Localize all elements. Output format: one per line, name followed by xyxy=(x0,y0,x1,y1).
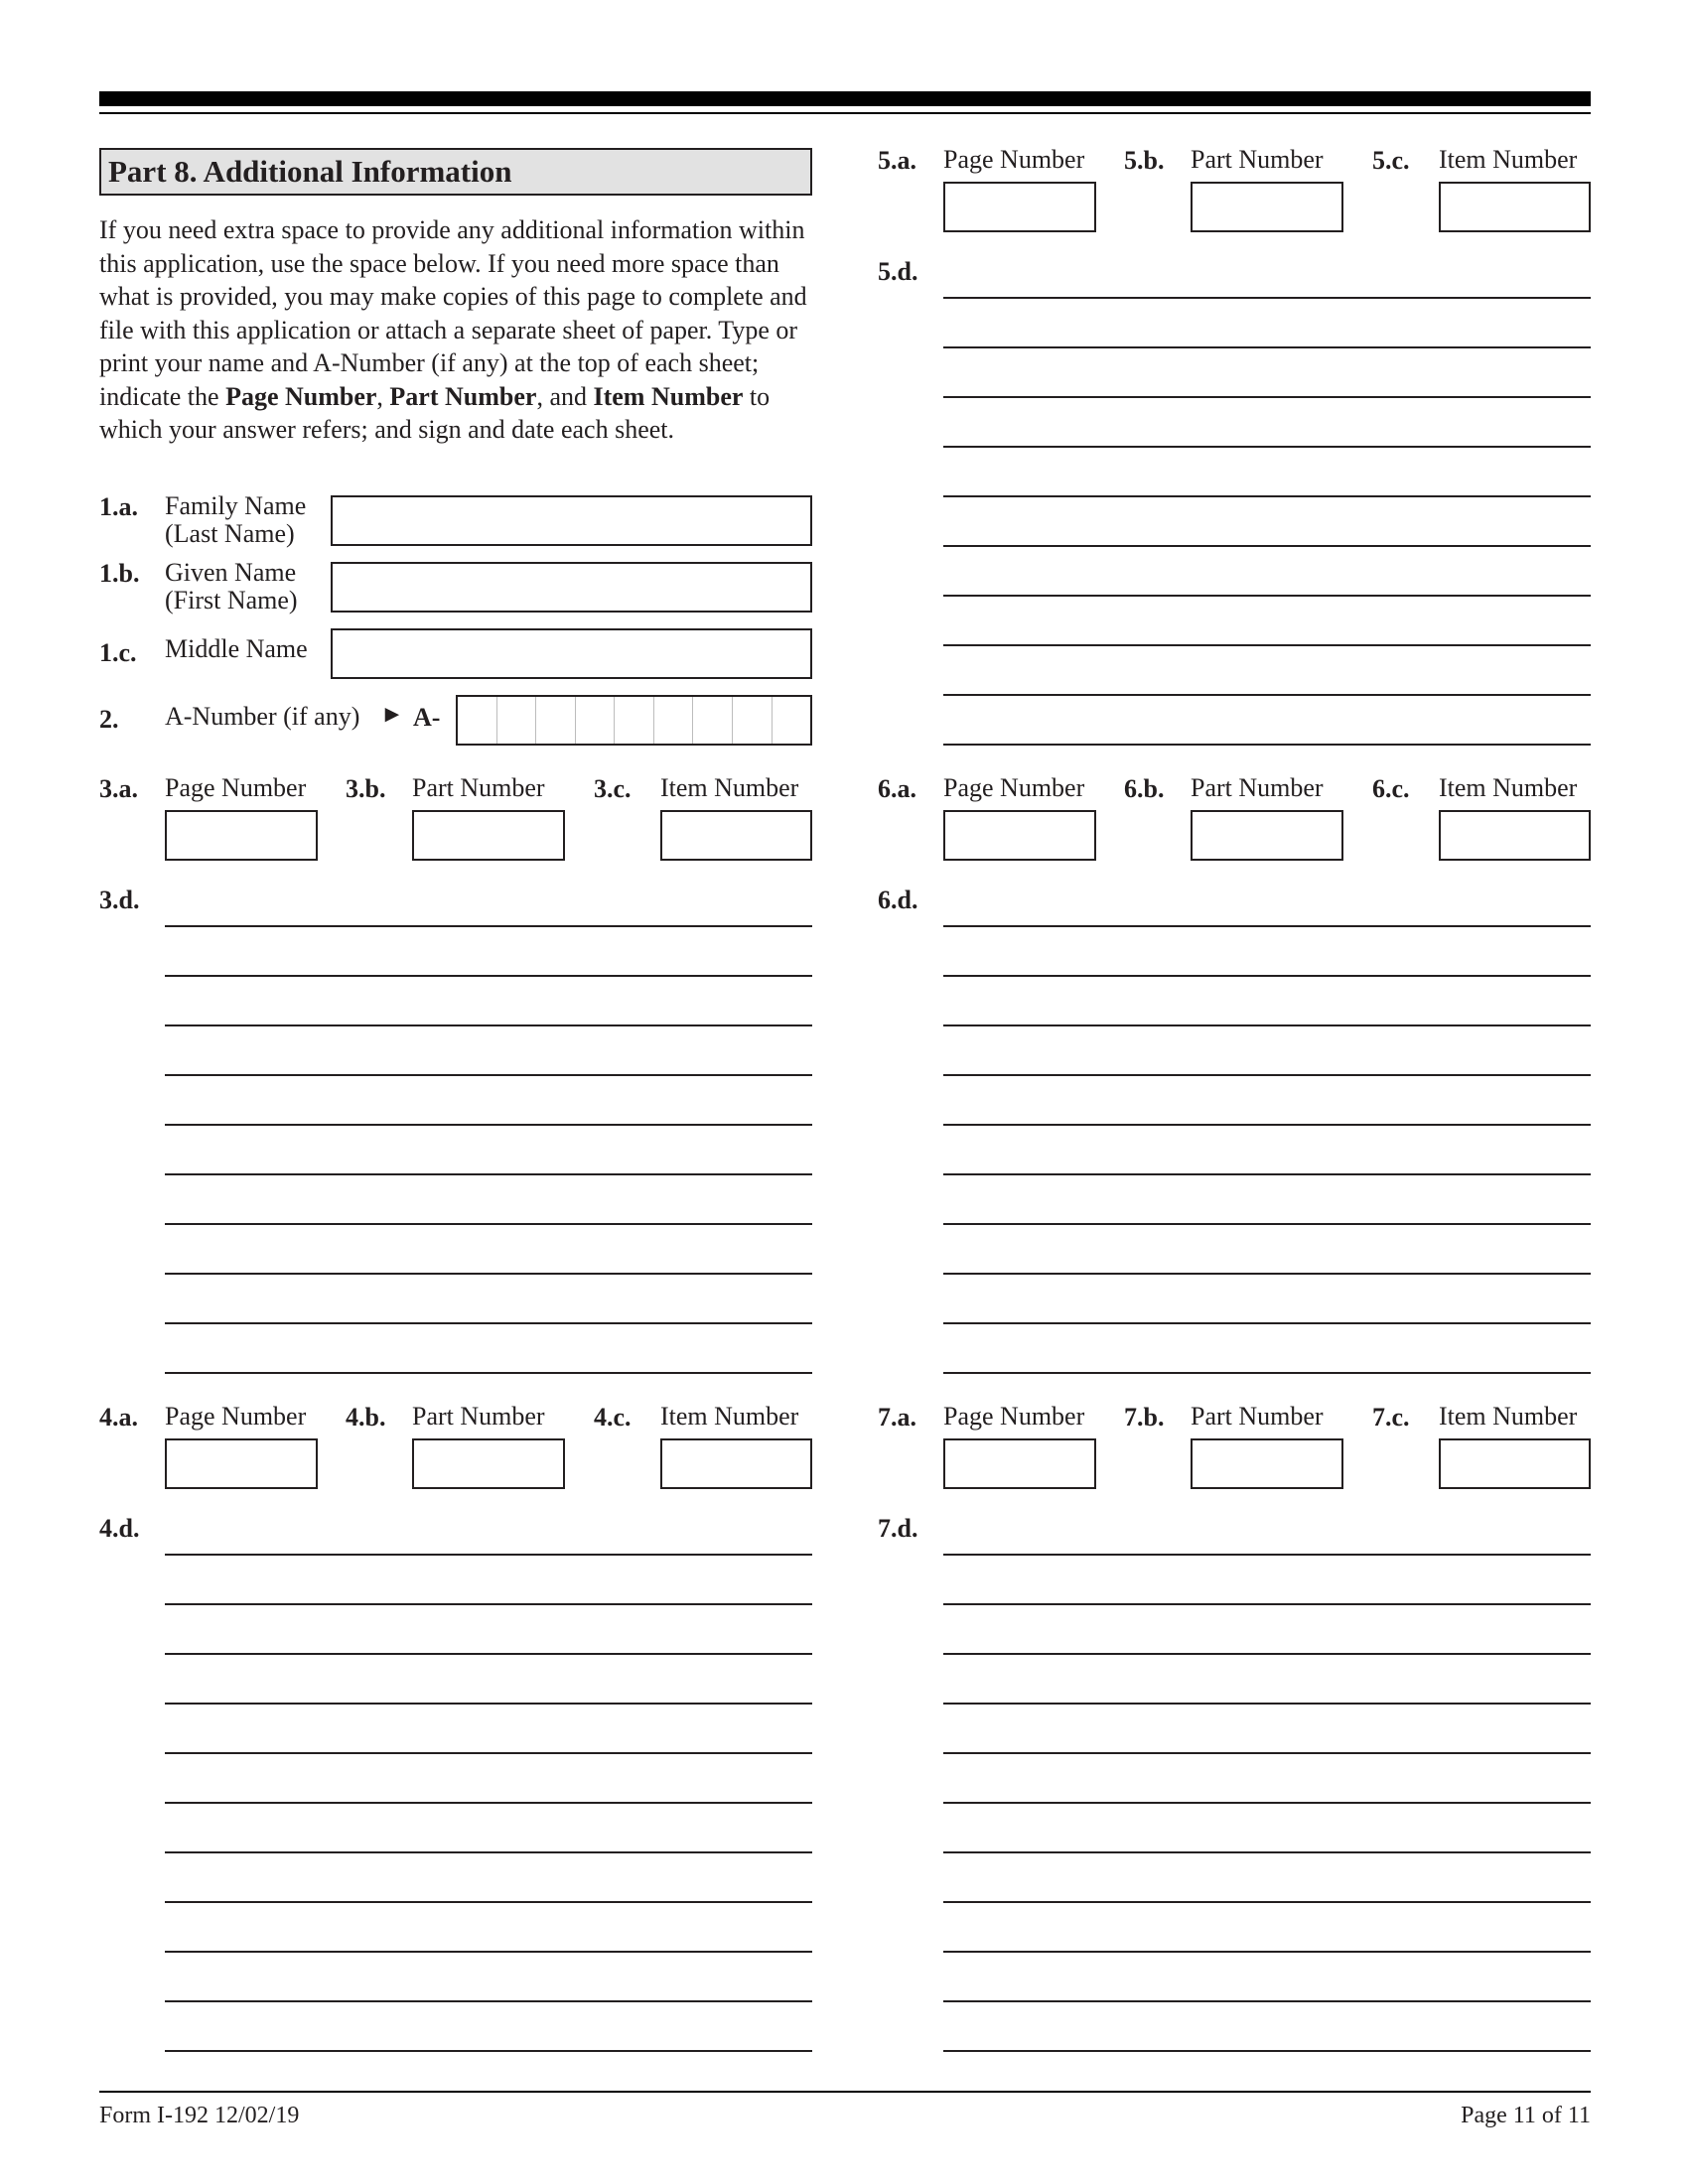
item-number-5b: 5.b. xyxy=(1124,146,1165,175)
answer-line-7d[interactable] xyxy=(943,1703,1591,1705)
answer-line-4d[interactable] xyxy=(165,1703,812,1705)
a-number-prefix: A- xyxy=(413,703,441,732)
item-number-field-5[interactable] xyxy=(1439,182,1591,232)
page-indicator: Page 11 of 11 xyxy=(1461,2103,1591,2128)
part-number-label-5: Part Number xyxy=(1191,145,1324,174)
item-number-4b: 4.b. xyxy=(346,1403,386,1432)
item-number-7a: 7.a. xyxy=(878,1403,916,1432)
answer-line-5d[interactable] xyxy=(943,545,1591,547)
item-number-3a: 3.a. xyxy=(99,774,138,803)
answer-line-3d[interactable] xyxy=(165,975,812,977)
item-number-7b: 7.b. xyxy=(1124,1403,1165,1432)
answer-line-4d[interactable] xyxy=(165,2050,812,2052)
a-number-digit-cell xyxy=(732,697,772,744)
answer-line-7d[interactable] xyxy=(943,2000,1591,2002)
part-number-field-6[interactable] xyxy=(1191,810,1343,861)
middle-name-label: Middle Name xyxy=(165,634,308,663)
item-number-label-7: Item Number xyxy=(1439,1402,1578,1431)
part-number-field-5[interactable] xyxy=(1191,182,1343,232)
footer-rule xyxy=(99,2091,1591,2093)
part-number-label-3: Part Number xyxy=(412,773,545,802)
item-number-field-3[interactable] xyxy=(660,810,812,861)
answer-line-4d[interactable] xyxy=(165,1851,812,1853)
answer-line-4d[interactable] xyxy=(165,1901,812,1903)
answer-line-5d[interactable] xyxy=(943,644,1591,646)
answer-line-7d[interactable] xyxy=(943,1653,1591,1655)
item-number-6d: 6.d. xyxy=(878,886,918,914)
intro-bold-part-number: Part Number xyxy=(389,381,537,411)
item-number-3b: 3.b. xyxy=(346,774,386,803)
answer-line-3d[interactable] xyxy=(165,1273,812,1275)
item-number-1a: 1.a. xyxy=(99,492,138,521)
answer-line-3d[interactable] xyxy=(165,1024,812,1026)
part-header: Part 8. Additional Information xyxy=(99,148,812,196)
item-number-3c: 3.c. xyxy=(594,774,632,803)
answer-line-7d[interactable] xyxy=(943,1752,1591,1754)
item-number-5d: 5.d. xyxy=(878,257,918,286)
part-number-field-3[interactable] xyxy=(412,810,565,861)
item-number-7d: 7.d. xyxy=(878,1514,918,1543)
item-number-field-6[interactable] xyxy=(1439,810,1591,861)
answer-line-6d[interactable] xyxy=(943,975,1591,977)
page-number-field-6[interactable] xyxy=(943,810,1096,861)
a-number-digit-cell xyxy=(496,697,536,744)
answer-line-6d[interactable] xyxy=(943,1322,1591,1324)
page-number-field-4[interactable] xyxy=(165,1438,318,1489)
part-number-label-6: Part Number xyxy=(1191,773,1324,802)
a-number-digit-cell xyxy=(575,697,615,744)
intro-bold-item-number: Item Number xyxy=(593,381,744,411)
top-rule-thick xyxy=(99,91,1591,106)
family-name-field[interactable] xyxy=(331,495,812,546)
item-number-6a: 6.a. xyxy=(878,774,916,803)
page-number-label-7: Page Number xyxy=(943,1402,1085,1431)
family-name-label xyxy=(165,492,306,548)
answer-line-4d[interactable] xyxy=(165,1603,812,1605)
item-number-label-3: Item Number xyxy=(660,773,799,802)
item-number-4c: 4.c. xyxy=(594,1403,632,1432)
item-number-4a: 4.a. xyxy=(99,1403,138,1432)
a-number-digit-cell xyxy=(692,697,732,744)
answer-line-5d[interactable] xyxy=(943,495,1591,497)
answer-line-6d[interactable] xyxy=(943,1024,1591,1026)
item-number-label-4: Item Number xyxy=(660,1402,799,1431)
part-number-field-7[interactable] xyxy=(1191,1438,1343,1489)
answer-line-6d[interactable] xyxy=(943,1173,1591,1175)
part-number-label-7: Part Number xyxy=(1191,1402,1324,1431)
item-number-1c: 1.c. xyxy=(99,638,137,667)
answer-line-6d[interactable] xyxy=(943,1273,1591,1275)
item-number-field-4[interactable] xyxy=(660,1438,812,1489)
item-number-field-7[interactable] xyxy=(1439,1438,1591,1489)
intro-bold-page-number: Page Number xyxy=(225,381,377,411)
family-name-label-line2: (Last Name) xyxy=(165,519,295,548)
page-number-field-5[interactable] xyxy=(943,182,1096,232)
a-number-label: A-Number (if any) xyxy=(165,702,360,731)
answer-line-4d[interactable] xyxy=(165,2000,812,2002)
a-number-digit-cell xyxy=(772,697,811,744)
answer-line-7d[interactable] xyxy=(943,1554,1591,1556)
given-name-label xyxy=(165,559,298,614)
answer-line-3d[interactable] xyxy=(165,1223,812,1225)
page-number-field-7[interactable] xyxy=(943,1438,1096,1489)
item-number-2: 2. xyxy=(99,705,119,734)
answer-line-5d[interactable] xyxy=(943,744,1591,746)
answer-line-3d[interactable] xyxy=(165,1173,812,1175)
item-number-label-6: Item Number xyxy=(1439,773,1578,802)
answer-line-3d[interactable] xyxy=(165,925,812,927)
intro-text-1: If you need extra space to provide any additional information within this application, use the space below. If you need more space than what is provided, you may make copies of this page to complete and file with this application or attach a separate sheet of paper. Type or print your name and A-Number (if any) at the top of each sheet; indicate the xyxy=(99,215,807,411)
answer-line-4d[interactable] xyxy=(165,1554,812,1556)
page-number-label-5: Page Number xyxy=(943,145,1085,174)
answer-line-5d[interactable] xyxy=(943,595,1591,597)
given-name-label-line2: (First Name) xyxy=(165,586,298,614)
form-identifier: Form I-192 12/02/19 xyxy=(99,2103,300,2128)
page-number-field-3[interactable] xyxy=(165,810,318,861)
item-number-5a: 5.a. xyxy=(878,146,916,175)
item-number-5c: 5.c. xyxy=(1372,146,1410,175)
page-number-label-3: Page Number xyxy=(165,773,307,802)
a-number-field[interactable] xyxy=(456,695,812,746)
intro-text-3: , and xyxy=(536,381,594,411)
answer-line-5d[interactable] xyxy=(943,694,1591,696)
a-number-digit-cell xyxy=(653,697,693,744)
part-number-field-4[interactable] xyxy=(412,1438,565,1489)
a-number-digit-cell xyxy=(614,697,653,744)
answer-line-7d[interactable] xyxy=(943,1851,1591,1853)
answer-line-6d[interactable] xyxy=(943,1074,1591,1076)
given-name-field[interactable] xyxy=(331,562,812,613)
instructions-paragraph xyxy=(99,213,822,447)
family-name-label-line1: Family Name xyxy=(165,491,307,520)
answer-line-6d[interactable] xyxy=(943,925,1591,927)
item-number-6b: 6.b. xyxy=(1124,774,1165,803)
a-number-digit-cell xyxy=(458,697,496,744)
answer-line-7d[interactable] xyxy=(943,1603,1591,1605)
answer-line-3d[interactable] xyxy=(165,1124,812,1126)
given-name-label-line1: Given Name xyxy=(165,558,297,587)
answer-line-7d[interactable] xyxy=(943,1951,1591,1953)
page-number-label-4: Page Number xyxy=(165,1402,307,1431)
arrow-right-icon: ► xyxy=(380,702,404,728)
part-number-label-4: Part Number xyxy=(412,1402,545,1431)
answer-line-6d[interactable] xyxy=(943,1223,1591,1225)
answer-line-7d[interactable] xyxy=(943,2050,1591,2052)
answer-line-4d[interactable] xyxy=(165,1802,812,1804)
answer-line-5d[interactable] xyxy=(943,446,1591,448)
answer-line-7d[interactable] xyxy=(943,1802,1591,1804)
top-rule-thin xyxy=(99,112,1591,114)
item-number-1b: 1.b. xyxy=(99,559,140,588)
answer-line-5d[interactable] xyxy=(943,297,1591,299)
intro-text-2: , xyxy=(376,381,390,411)
middle-name-field[interactable] xyxy=(331,628,812,679)
answer-line-4d[interactable] xyxy=(165,1752,812,1754)
answer-line-7d[interactable] xyxy=(943,1901,1591,1903)
item-number-3d: 3.d. xyxy=(99,886,140,914)
item-number-6c: 6.c. xyxy=(1372,774,1410,803)
answer-line-6d[interactable] xyxy=(943,1124,1591,1126)
answer-line-4d[interactable] xyxy=(165,1653,812,1655)
intro-text-4: to which your answer refers; and sign and date each sheet. xyxy=(99,381,771,444)
item-number-4d: 4.d. xyxy=(99,1514,140,1543)
answer-line-3d[interactable] xyxy=(165,1074,812,1076)
item-number-label-5: Item Number xyxy=(1439,145,1578,174)
answer-line-5d[interactable] xyxy=(943,396,1591,398)
item-number-7c: 7.c. xyxy=(1372,1403,1410,1432)
answer-line-4d[interactable] xyxy=(165,1951,812,1953)
page-number-label-6: Page Number xyxy=(943,773,1085,802)
answer-line-5d[interactable] xyxy=(943,346,1591,348)
answer-line-3d[interactable] xyxy=(165,1322,812,1324)
a-number-digit-cell xyxy=(535,697,575,744)
answer-line-3d[interactable] xyxy=(165,1372,812,1374)
answer-line-6d[interactable] xyxy=(943,1372,1591,1374)
